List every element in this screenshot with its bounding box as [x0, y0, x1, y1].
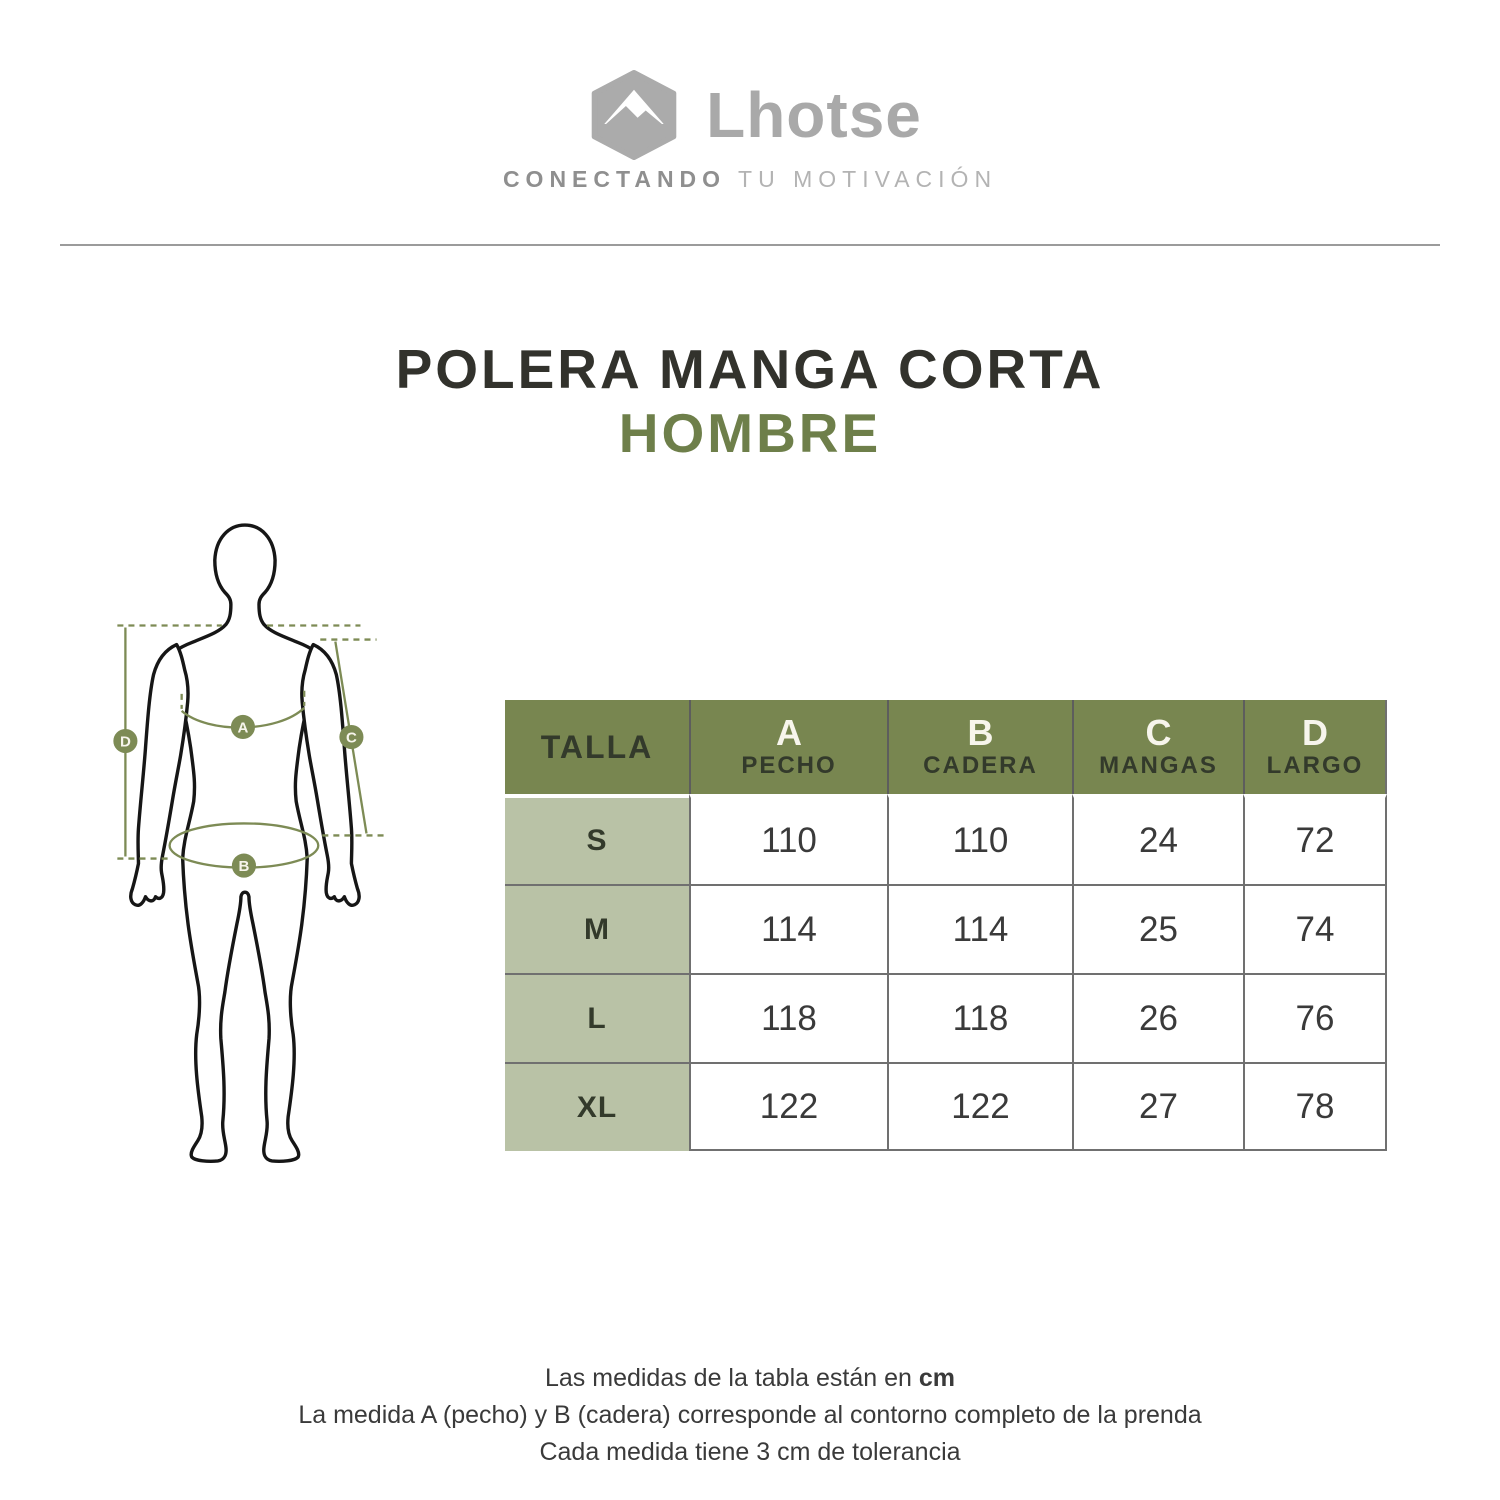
talla-header-label: TALLA [540, 728, 654, 765]
cell-xl-pecho: 122 [689, 1062, 887, 1151]
cell-xl-largo: 78 [1243, 1062, 1387, 1151]
cell-l-cadera: 118 [887, 973, 1072, 1062]
cell-xl-mangas: 27 [1072, 1062, 1243, 1151]
marker-c-icon [339, 725, 363, 749]
cell-m-pecho: 114 [689, 884, 887, 973]
divider-line [60, 244, 1440, 246]
cell-s-mangas: 24 [1072, 794, 1243, 884]
marker-d-icon [113, 729, 137, 753]
col-letter-a: A [776, 712, 802, 753]
body-outline [131, 525, 359, 1161]
brand-tagline [0, 166, 1500, 193]
col-label-pecho: PECHO [741, 752, 837, 779]
size-cell-s: S [505, 794, 689, 884]
gender-subtitle: HOMBRE [618, 402, 882, 464]
page-title [0, 340, 1500, 462]
cell-m-mangas: 25 [1072, 884, 1243, 973]
col-label-largo: LARGO [1266, 752, 1364, 779]
cell-s-largo: 72 [1243, 794, 1387, 884]
footer-notes [0, 1360, 1500, 1471]
footer-line-contour: La medida A (pecho) y B (cadera) corresponde al contorno completo de la prenda [298, 1401, 1202, 1429]
cell-l-mangas: 26 [1072, 973, 1243, 1062]
cell-s-pecho: 110 [689, 794, 887, 884]
svg-text:B: B [238, 858, 250, 876]
footer-line-units [0, 1360, 1500, 1397]
svg-text:A: A [237, 719, 249, 737]
product-title: POLERA MANGA CORTA [395, 338, 1105, 400]
marker-b-icon [232, 854, 256, 878]
cell-l-largo: 76 [1243, 973, 1387, 1062]
col-letter-d: D [1302, 712, 1328, 753]
cell-l-pecho: 118 [689, 973, 887, 1062]
footer-units-bold: cm [918, 1364, 955, 1392]
cell-m-largo: 74 [1243, 884, 1387, 973]
footer-line-tolerance: Cada medida tiene 3 cm de tolerancia [539, 1438, 961, 1466]
svg-text:C: C [345, 729, 357, 747]
mountain-hexagon-icon [578, 70, 690, 160]
marker-a-icon [231, 715, 255, 739]
cell-s-cadera: 110 [887, 794, 1072, 884]
cell-xl-cadera: 122 [887, 1062, 1072, 1151]
header-cell-mangas [1072, 700, 1243, 794]
tagline-light: TU MOTIVACIÓN [738, 166, 998, 192]
tagline-bold: CONECTANDO [502, 166, 727, 192]
brand-name: Lhotse [706, 79, 922, 151]
col-label-mangas: MANGAS [1099, 752, 1218, 779]
col-letter-b: B [967, 712, 994, 753]
svg-text:D: D [119, 733, 131, 751]
footer-units-text: Las medidas de la tabla están en [544, 1364, 919, 1392]
size-cell-m: M [505, 884, 689, 973]
header-cell-pecho [689, 700, 887, 794]
cell-m-cadera: 114 [887, 884, 1072, 973]
col-label-cadera: CADERA [923, 752, 1038, 779]
size-cell-xl: XL [505, 1062, 689, 1151]
brand-logo [0, 70, 1500, 160]
body-measurement-diagram [103, 512, 413, 1175]
header-cell-talla [505, 700, 689, 794]
header-cell-cadera [887, 700, 1072, 794]
col-letter-c: C [1145, 712, 1172, 753]
size-cell-l: L [505, 973, 689, 1062]
header-cell-largo [1243, 700, 1387, 794]
size-chart-table [505, 700, 1387, 1151]
